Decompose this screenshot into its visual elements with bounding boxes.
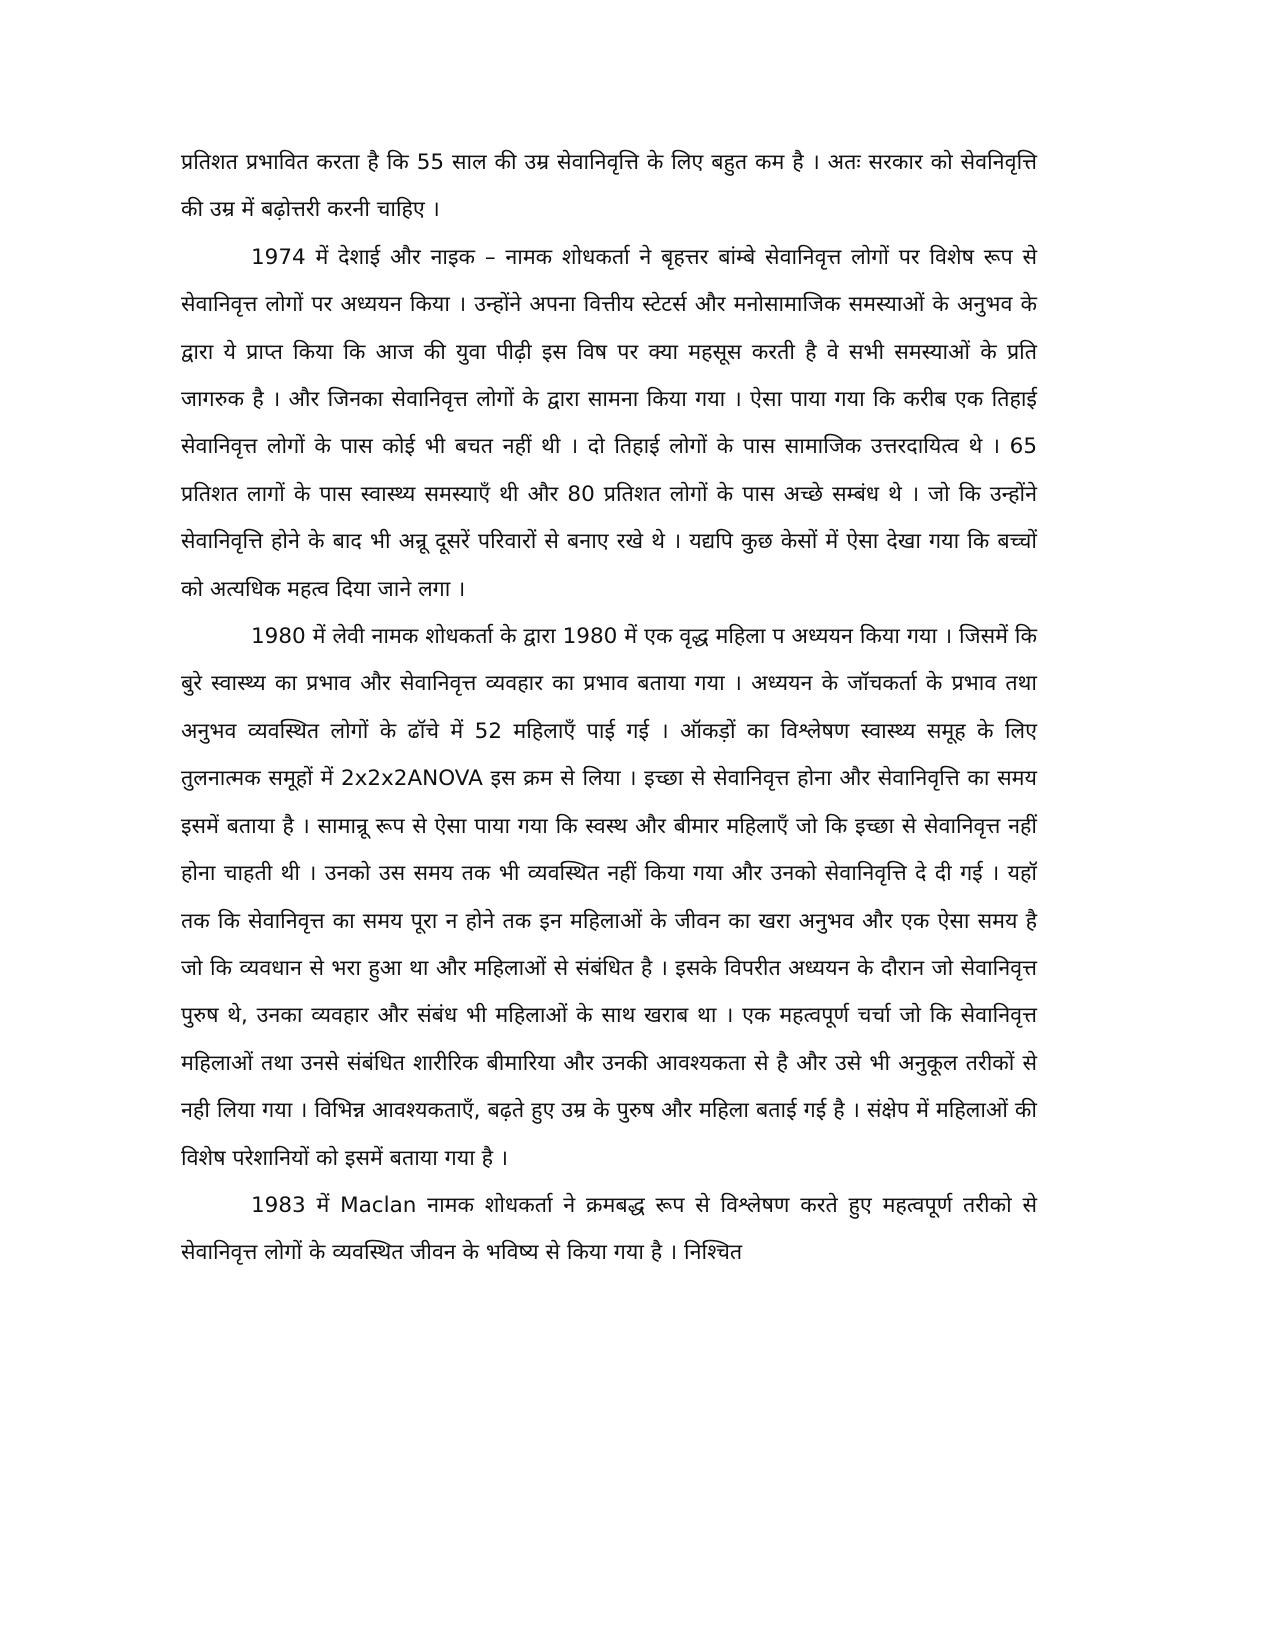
paragraph-levy-1980: 1980 में लेवी नामक शोधकर्ता के द्वारा 1980 में एक वृद्ध महिला प अध्ययन किया गया । जिसमें कि बुरे स्वास्थ्य का प्रभाव और सेवानिवृत्त व्यवहार का प्रभाव बताया गया । अध्ययन के जॉचकर्ता के प्रभाव तथा अनुभव व्यवस्थित लोगों के ढॉचे में 52 महिलाएँ पाई गई । ऑकड़ों का विश्लेषण स्वास्थ्य समूह के लिए तुलनात्मक समूहों में 2x2x2ANOVA इस क्रम से लिया । इच्छा से सेवानिवृत्त होना और सेवानिवृत्ति का समय इसमें बताया है । सामान्रू रूप से ऐसा पाया गया कि स्वस्थ और बीमार महिलाएँ जो कि इच्छा से सेवानिवृत्त नहीं होना चाहती थी । उनको उस समय तक भी व्यवस्थित नहीं किया गया और उनको सेवानिवृत्ति दे दी गई । यहॉ तक कि सेवानिवृत्त का समय पूरा न होने तक इन महिलाओं के जीवन का खरा अनुभव और एक ऐसा समय है जो कि व्यवधान से भरा हुआ था और महिलाओं से संबंधित है । इसके विपरीत अध्ययन के दौरान जो सेवानिवृत्त पुरुष थे, उनका व्यवहार और संबंध भी महिलाओं के साथ खराब था । एक महत्वपूर्ण चर्चा जो कि सेवानिवृत्त महिलाओं तथा उनसे संबंधित शारीरिक बीमारिया और उनकी आवश्यकता से है और उसे भी अनुकूल तरीकों से नही लिया गया । विभिन्न आवश्यकताएँ, बढ़ते हुए उम्र के पुरुष और महिला बताई गई है । संक्षेप में महिलाओं की विशेष परेशानियों को इसमें बताया गया है । <box>181 624 1037 1171</box>
paragraph-continuation: प्रतिशत प्रभावित करता है कि 55 साल की उम्र सेवानिवृत्ति के लिए बहुत कम है । अतः सरकार को सेवनिवृत्ति की उम्र में बढ़ोत्तरी करनी चाहिए । <box>181 150 1037 223</box>
paragraph-maclan-1983: 1983 में Maclan नामक शोधकर्ता ने क्रमबद्ध रूप से विश्लेषण करते हुए महत्वपूर्ण तरीको से सेवानिवृत्त लोगों के व्यवस्थित जीवन के भविष्य से किया गया है । निश्चित <box>181 1192 1037 1266</box>
body-text <box>181 139 1037 1277</box>
paragraph-desai-naik-1974: 1974 में देशाई और नाइक – नामक शोधकर्ता ने बृहत्तर बांम्बे सेवानिवृत्त लोगों पर विशेष रूप से सेवानिवृत्त लोगों पर अध्ययन किया । उन्होंने अपना वित्तीय स्टेटर्स और मनोसामाजिक समस्याओं के अनुभव के द्वारा ये प्राप्त किया कि आज की युवा पीढ़ी इस विष पर क्या महसूस करती है वे सभी समस्याओं के प्रति जागरुक है । और जिनका सेवानिवृत्त लोगों के द्वारा सामना किया गया । ऐसा पाया गया कि करीब एक तिहाई सेवानिवृत्त लोगों के पास कोई भी बचत नहीं थी । दो तिहाई लोगों के पास सामाजिक उत्तरदायित्व थे । 65 प्रतिशत लागों के पास स्वास्थ्य समस्याएँ थी और 80 प्रतिशत लोगों के पास अच्छे सम्बंध थे । जो कि उन्होंने सेवानिवृत्ति होने के बाद भी अन्रू दूसरें परिवारों से बनाए रखे थे । यद्यपि कुछ केसों में ऐसा देखा गया कि बच्चों को अत्यधिक महत्व दिया जाने लगा । <box>181 244 1037 602</box>
